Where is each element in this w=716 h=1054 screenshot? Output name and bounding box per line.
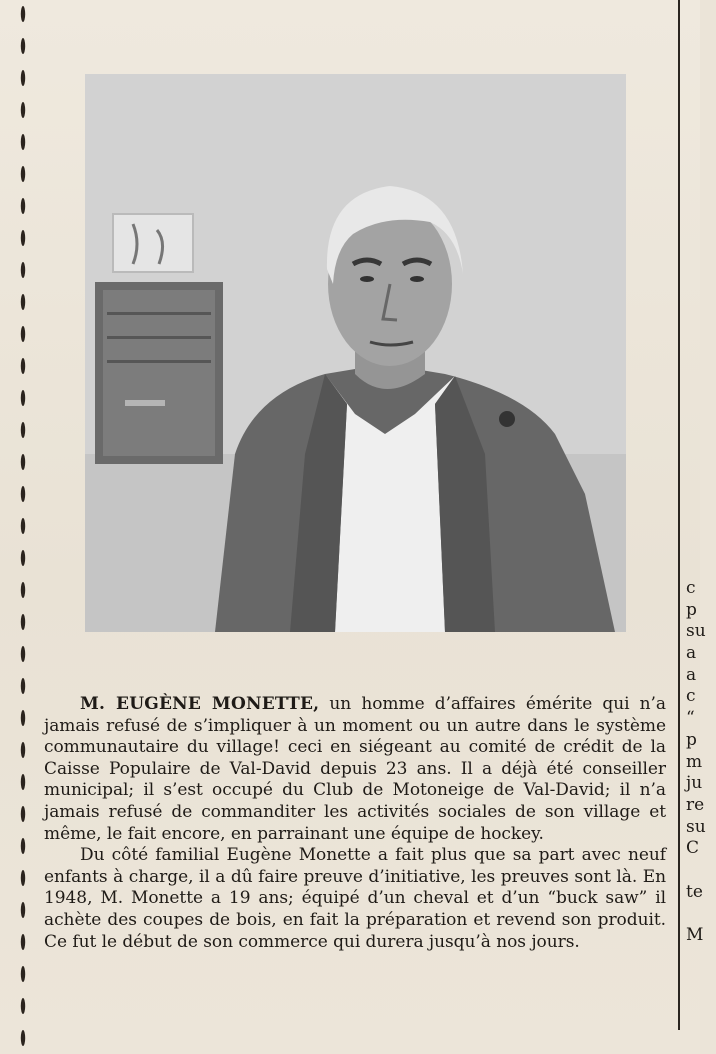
fragment-line: [686, 860, 716, 882]
fragment-line: su: [686, 621, 706, 642]
fragment-line: m: [686, 751, 703, 772]
fragment-line: C: [686, 838, 700, 859]
paragraph-1-text: un homme d’affaires émérite qui n’a jamais refusé de s’impliquer à un moment ou un autre dans le système communautaire du village! ceci en siégeant au comité de crédit de la Caisse Populaire de Val-David depuis 23 ans. Il a déjà été conseiller municipal; il s’est occupé du Club de Motoneige de Val-David; il n’a jamais refusé de commanditer les activités sociales de son village et même, le fait encore, en parrainant une équipe de hockey.: [44, 694, 666, 844]
fragment-line: a: [686, 664, 697, 685]
fragment-line: [686, 903, 716, 925]
fragment-line: te: [686, 881, 703, 902]
fragment-line: su: [686, 816, 706, 837]
fragment-line: M: [686, 925, 704, 945]
fragment-line: p: [686, 599, 697, 620]
fragment-line: c: [686, 578, 696, 598]
column-divider-rule: [678, 0, 680, 1030]
fragment-line: “: [686, 708, 695, 729]
fragment-line: re: [686, 794, 705, 815]
article-paragraph-1: [44, 694, 666, 845]
adjacent-column-fragments: [686, 578, 716, 947]
subject-name: M. EUGÈNE MONETTE,: [80, 694, 320, 714]
article-paragraph-2: Du côté familial Eugène Monette a fait plus que sa part avec neuf enfants à charge, il a dû faire preuve d’initiative, les preuves sont là. En 1948, M. Monette a 19 ans; équipé d’un cheval et d’un “buck saw” il achète des coupes de bois, en fait la préparation et revend son produit. Ce fut le début de son commerce qui durera jusqu’à nos jours.: [44, 845, 666, 952]
decorative-dashed-rule: [18, 0, 28, 1054]
article-body: [44, 694, 666, 953]
portrait-photo-illustration: [85, 74, 626, 632]
fragment-line: a: [686, 643, 697, 664]
fragment-line: c: [686, 686, 696, 707]
fragment-line: p: [686, 729, 697, 750]
fragment-line: ju: [686, 773, 703, 794]
portrait-photo: [85, 74, 626, 632]
